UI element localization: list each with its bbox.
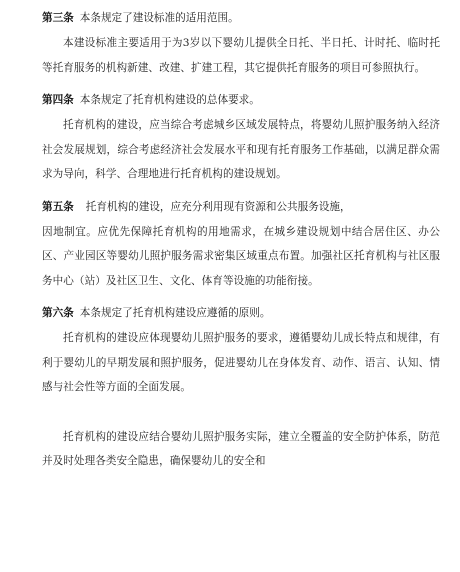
article-3 [42,6,440,80]
article-6-paragraph-1: 托育机构的建设应体现婴幼儿照护服务的要求，遵循婴幼儿成长特点和规律，有利于婴幼儿的早期发展和照护服务，促进婴幼儿在身体发育、动作、语言、认知、情感与社会性等方面的全面发展。 [42,332,440,393]
article-3-number: 第三条 [42,12,74,24]
article-3-heading-text: 本条规定了建设标准的适用范围。 [79,12,239,24]
article-4 [42,88,440,187]
article-6-number: 第六条 [42,307,74,319]
article-4-heading-text: 本条规定了托育机构建设的总体要求。 [79,94,260,106]
article-5-paragraph-1: 因地制宜。应优先保障托育机构的用地需求，在城乡建设规划中结合居住区、办公区、产业园区等婴幼儿照护服务需求密集区域重点布置。加强社区托育机构与社区服务中心（站）及社区卫生、文化、体育等设施的功能衔接。 [42,225,440,287]
article-4-heading [42,88,440,113]
article-6-heading [42,301,440,326]
article-4-paragraph-1: 托育机构的建设，应当综合考虑城乡区域发展特点，将婴幼儿照护服务纳入经济社会发展规划，综合考虑经济社会发展水平和现有托育服务工作基础，以满足群众需求为导向，科学、合理地进行托育机构的建设规划。 [42,119,440,180]
article-5-heading-text: 托育机构的建设，应充分利用现有资源和公共服务设施， [85,200,351,213]
article-3-heading [42,6,440,31]
article-6-heading-text: 本条规定了托育机构建设应遵循的原则。 [79,307,271,319]
article-5 [42,195,440,294]
article-6 [42,301,440,474]
article-3-paragraph-1: 本建设标准主要适用于为3岁以下婴幼儿提供全日托、半日托、计时托、临时托等托育服务的机构新建、改建、扩建工程，其它提供托育服务的项目可参照执行。 [42,37,440,74]
article-6-paragraph-2: 托育机构的建设应结合婴幼儿照护服务实际，建立全覆盖的安全防护体系，防范并及时处理各类安全隐患，确保婴幼儿的安全和 [42,430,440,467]
article-4-number: 第四条 [42,94,74,106]
article-5-heading [42,195,440,220]
article-5-number: 第五条 [42,200,74,213]
